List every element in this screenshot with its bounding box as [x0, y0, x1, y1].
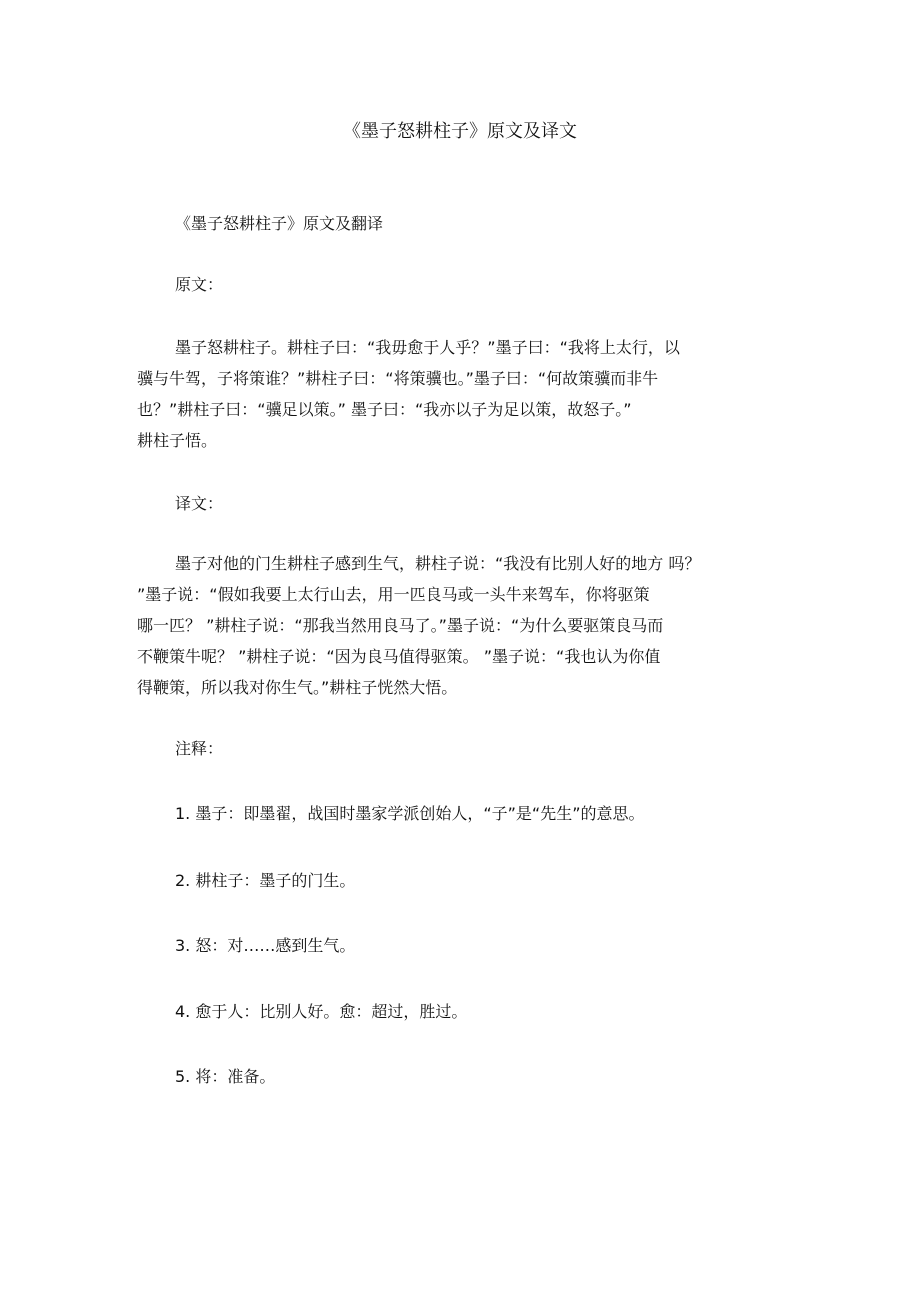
translation-line: 墨子对他的门生耕柱子感到生气，耕柱子说：“我没有比别人好的地方 吗？: [175, 554, 701, 573]
translation-heading: 译文：: [175, 494, 224, 513]
original-line: 骥与牛驾，子将策谁？”耕柱子曰：“将策骥也。”墨子曰：“何故策骥而非牛: [137, 369, 659, 388]
note-item: 2. 耕柱子：墨子的门生。: [175, 871, 356, 890]
note-item: 5. 将：准备。: [175, 1067, 276, 1086]
original-heading: 原文：: [175, 275, 224, 294]
original-line: 墨子怒耕柱子。耕柱子曰：“我毋愈于人乎？”墨子曰：“我将上太行，以: [175, 338, 680, 357]
notes-heading: 注释：: [175, 739, 224, 758]
document-subtitle: 《墨子怒耕柱子》原文及翻译: [175, 214, 384, 233]
original-line: 也？”耕柱子曰：“骥足以策。” 墨子曰：“我亦以子为足以策，故怒子。”: [137, 400, 632, 419]
translation-line: 不鞭策牛呢？ ”耕柱子说：“因为良马值得驱策。 ”墨子说：“我也认为你值: [137, 647, 661, 666]
translation-line: 哪一匹？ ”耕柱子说：“那我当然用良马了。”墨子说：“为什么要驱策良马而: [137, 616, 664, 635]
note-item: 3. 怒：对……感到生气。: [175, 936, 356, 955]
note-item: 4. 愈于人：比别人好。愈：超过，胜过。: [175, 1002, 468, 1021]
translation-line: 得鞭策，所以我对你生气。”耕柱子恍然大悟。: [137, 678, 458, 697]
translation-line: ”墨子说：“假如我要上太行山去，用一匹良马或一头牛来驾车，你将驱策: [137, 585, 650, 604]
note-item: 1. 墨子：即墨翟，战国时墨家学派创始人，“子”是“先生”的意思。: [175, 804, 645, 823]
original-line: 耕柱子悟。: [137, 431, 218, 450]
document-title: 《墨子怒耕柱子》原文及译文: [343, 121, 577, 142]
